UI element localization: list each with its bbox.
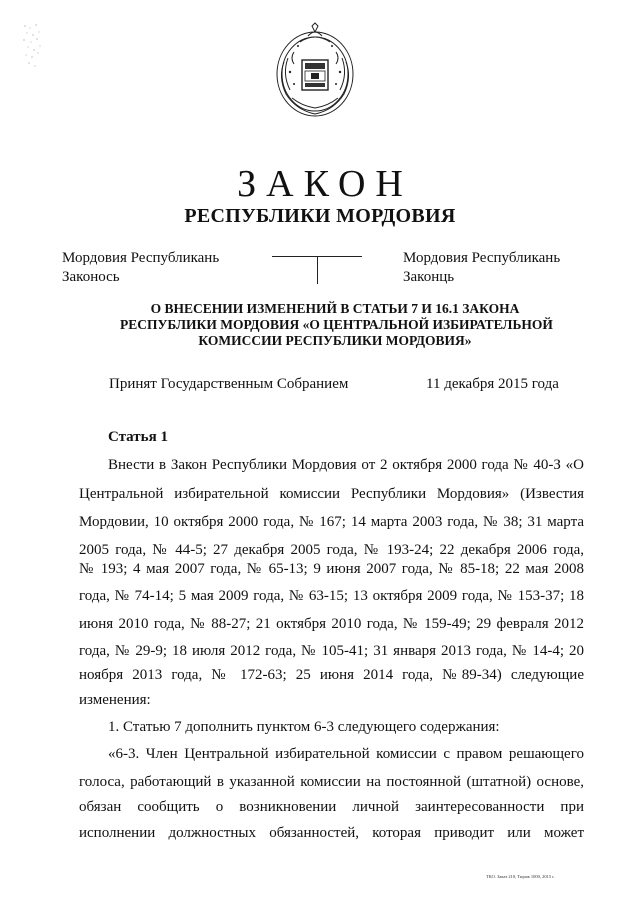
law-subtitle: РЕСПУБЛИКИ МОРДОВИЯ [184,205,456,227]
scan-noise [22,22,44,70]
moksha-heading [403,249,560,287]
quote-line: голоса, работающий в указанной комиссии на постоянной (штатной) основе, [79,774,584,790]
law-title: ЗАКОН [237,163,413,205]
divider-vertical [317,256,318,284]
paragraph-line: июня 2010 года, № 88-27; 21 октября 2010 года, № 159-49; 29 февраля 2012 [79,616,584,632]
paragraph-line: 2005 года, № 44-5; 27 декабря 2005 года, № 193-24; 22 декабря 2006 года, [79,542,584,558]
article-title: Статья 1 [108,429,168,445]
moksha-heading-line: Законць [403,269,455,285]
law-heading-line: О ВНЕСЕНИИ ИЗМЕНЕНИЙ В СТАТЬИ 7 И 16.1 ЗАКОНА [150,301,520,316]
erzya-heading-line: Мордовия Республикань [62,250,220,266]
adopted-date: 11 декабря 2015 года [426,376,559,392]
paragraph-line: ноября 2013 года, № 172-63; 25 июня 2014 года, №89-34) следующие [79,667,584,683]
erzya-heading-line: Законось [62,269,120,285]
law-heading [120,301,553,349]
paragraph-line: года, № 29-9; 18 июля 2012 года, № 105-41; 31 января 2013 года, № 14-4; 20 [79,643,584,659]
quote-line: исполнении должностных обязанностей, которая приводит или может [79,825,584,841]
quote-line: обязан сообщить о возникновении личной заинтересованности при [79,799,584,815]
print-footer: ТКО. Заказ 210, Тираж 1000, 2015 г. [486,874,555,879]
paragraph-line: Внести в Закон Республики Мордовия от 2 октября 2000 года № 40-З «О [108,457,584,473]
moksha-heading-line: Мордовия Республикань [403,250,561,266]
paragraph-line: изменения: [79,692,151,708]
paragraph-line: Центральной избирательной комиссии Республики Мордовия» (Известия [79,486,584,502]
paragraph-line: Мордовии, 10 октября 2000 года, № 167; 14 марта 2003 года, № 38; 31 марта [79,514,584,530]
mordovia-coat-of-arms-icon [272,22,358,122]
adopted-by: Принят Государственным Собранием [109,376,349,392]
erzya-heading [62,249,219,287]
law-heading-line: РЕСПУБЛИКИ МОРДОВИЯ «О ЦЕНТРАЛЬНОЙ ИЗБИРАТЕЛЬНОЙ [120,317,553,332]
quote-line: «6-3. Член Центральной избирательной комиссии с правом решающего [108,746,584,762]
law-heading-line: КОМИССИИ РЕСПУБЛИКИ МОРДОВИЯ» [198,333,472,348]
item-1: 1. Статью 7 дополнить пунктом 6-3 следующего содержания: [108,719,500,735]
paragraph-line: № 193; 4 мая 2007 года, № 65-13; 9 июня 2007 года, № 85-18; 22 мая 2008 [79,561,584,577]
paragraph-line: года, № 74-14; 5 мая 2009 года, № 63-15; 13 октября 2009 года, № 153-37; 18 [79,588,584,604]
